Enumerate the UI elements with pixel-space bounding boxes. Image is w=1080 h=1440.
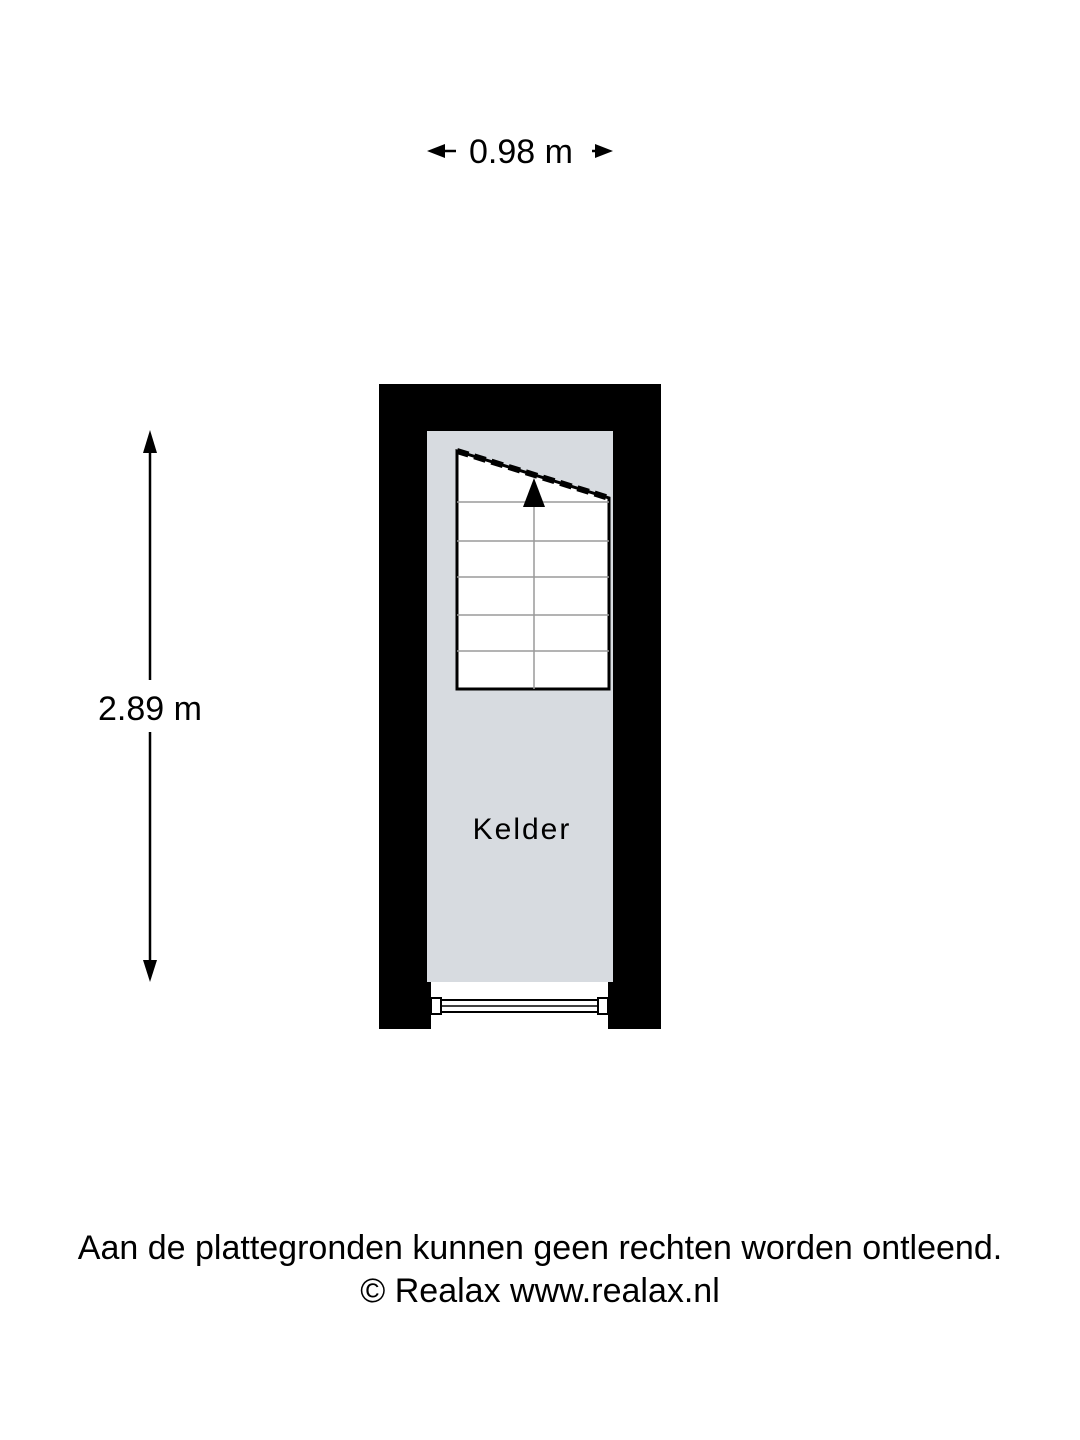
width-dimension: [427, 133, 613, 171]
height-dimension-label: 2.89 m: [98, 690, 202, 728]
room-label-kelder: Kelder: [472, 813, 572, 846]
height-arrow-bottom-icon: [143, 960, 157, 982]
door-threshold: [431, 998, 608, 1014]
disclaimer-text: Aan de plattegronden kunnen geen rechten worden ontleend.: [77, 1229, 1003, 1267]
width-dimension-label: 0.98 m: [469, 133, 573, 171]
height-dimension: [98, 430, 202, 982]
door-jamb-left: [431, 998, 441, 1014]
width-arrow-right-icon: [595, 144, 613, 158]
door-jamb-right: [598, 998, 608, 1014]
copyright-text: © Realax www.realax.nl: [360, 1272, 720, 1310]
